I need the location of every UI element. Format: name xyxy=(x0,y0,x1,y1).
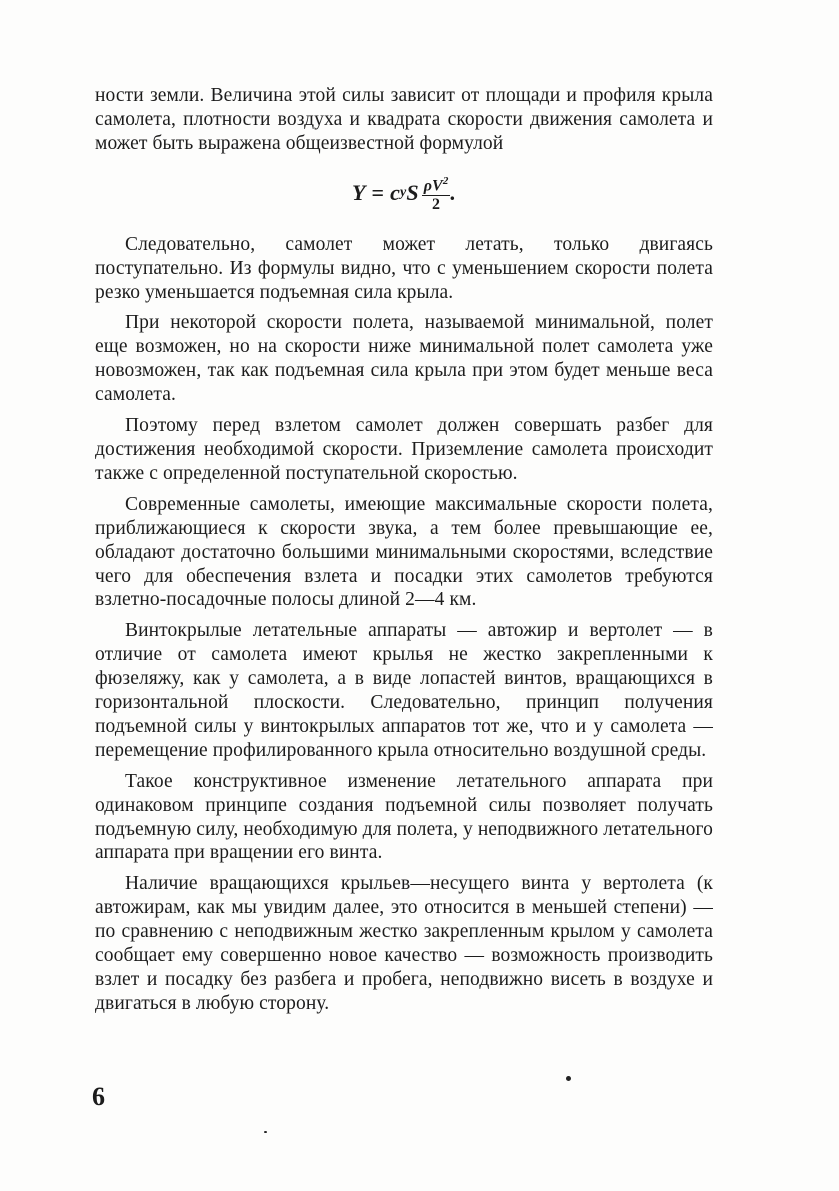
paragraph-4: Поэтому перед взлетом самолет должен совершать разбег для достижения необходимой скорости. Приземление самолета происходит также с определенной поступательной скоростью. xyxy=(95,415,713,484)
formula-numerator-exp: 2 xyxy=(442,174,449,187)
formula-coef: c xyxy=(390,179,401,205)
paragraph-2: Следовательно, самолет может летать, только двигаясь поступательно. Из формулы видно, что с уменьшением скорости полета резко уменьшается подъемная сила крыла. xyxy=(95,233,713,303)
paragraph-3: При некоторой скорости полета, называемой минимальной, полет еще возможен, но на скорости ниже минимальной полет самолета уже новозможен, так как подъемная сила крыла при этом будет меньше веса самолета. xyxy=(95,312,713,406)
body-text xyxy=(95,84,713,1023)
lift-formula xyxy=(95,163,713,223)
formula-numerator xyxy=(422,172,451,196)
paragraph-1: ности земли. Величина этой силы зависит от площади и профиля крыла самолета, плотности воздуха и квадрата скорости движения самолета и может быть выражена общеизвестной формулой xyxy=(95,85,713,154)
paragraph-5: Современные самолеты, имеющие максимальные скорости полета, приближающиеся к скорости звука, а тем более превышающие ее, обладают достаточно большими минимальными скоростями, вследствие чего для обеспечения взлета и посадки этих самолетов требуются взлетно-посадочные полосы длиной 2—4 км. xyxy=(95,493,713,611)
formula-numerator-base: ρV xyxy=(423,176,443,194)
formula-coef-sub: y xyxy=(400,184,407,200)
formula-end: . xyxy=(450,179,457,205)
formula-equals: = xyxy=(371,179,385,205)
print-speck xyxy=(566,1076,571,1081)
formula-fraction xyxy=(422,172,451,214)
print-speck xyxy=(264,1131,267,1133)
formula-denominator: 2 xyxy=(432,195,441,213)
paragraph-6: Винтокрылые летательные аппараты — автожир и вертолет — в отличие от самолета имеют крылья не жестко закрепленными к фюзеляжу, как у самолета, а в виде лопастей винтов, вращающихся в горизонтальной плоскости. Следовательно, принцип получения подъемной силы у винтокрылых аппаратов тот же, что и у самолета — перемещение профилированного крыла относительно воздушной среды. xyxy=(95,620,713,761)
paragraph-7: Такое конструктивное изменение летательного аппарата при одинаковом принципе создания подъемной силы позволяет получать подъемную силу, необходимую для полета, у неподвижного летательного аппарата при вращении его винта. xyxy=(95,770,713,864)
formula-lhs: Y xyxy=(351,179,366,205)
page-number: 6 xyxy=(92,1082,105,1111)
formula-area: S xyxy=(406,179,419,205)
paragraph-8: Наличие вращающихся крыльев—несущего винта у вертолета (к автожирам, как мы увидим далее, это относится в меньшей степени) — по сравнению с неподвижным жестко закрепленным крылом у самолета сообщает ему совершенно новое качество — возможность производить взлет и посадку без разбега и пробега, неподвижно висеть в воздухе и двигаться в любую сторону. xyxy=(95,873,713,1014)
